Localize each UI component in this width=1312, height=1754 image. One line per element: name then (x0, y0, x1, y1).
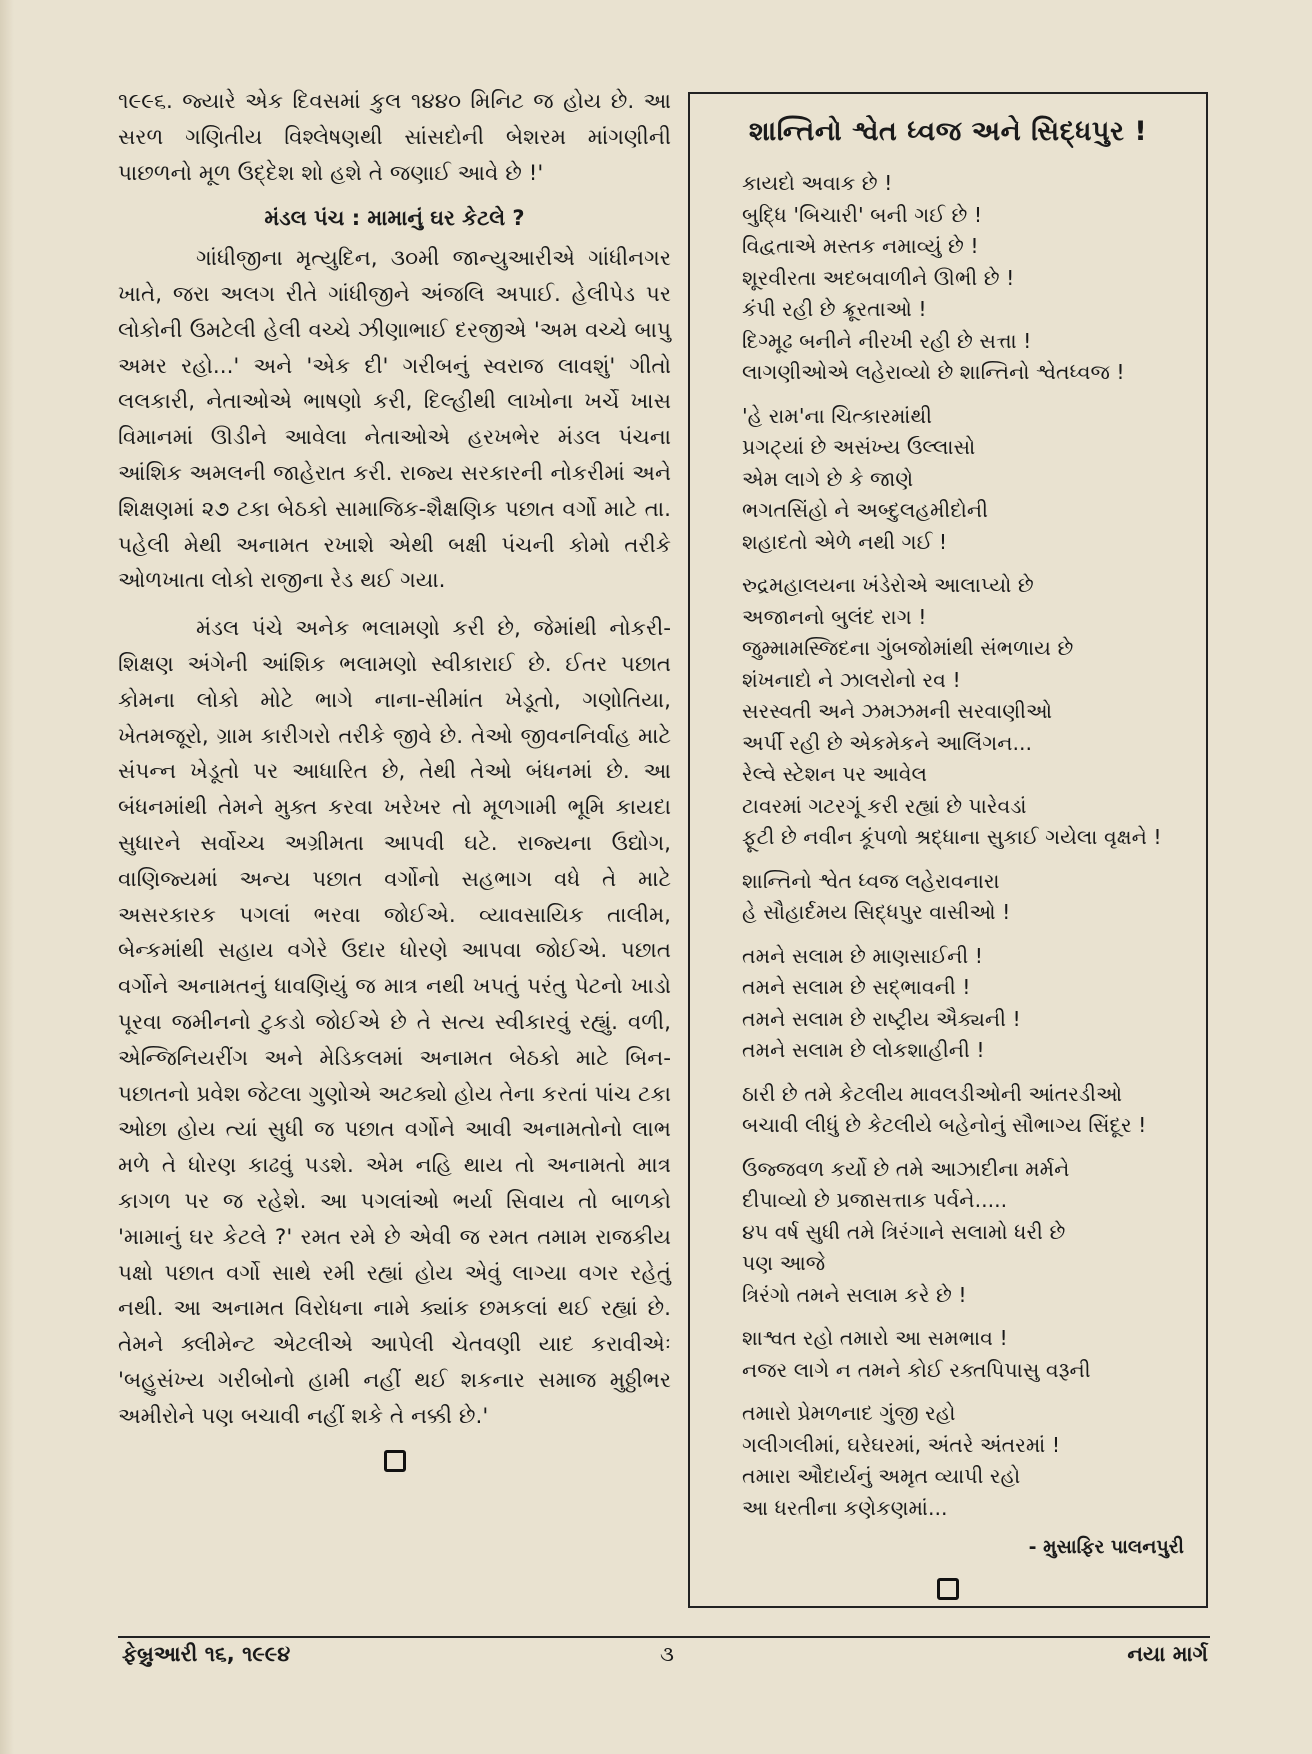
poem-line: લાગણીઓએ લહેરાવ્યો છે શાન્તિનો શ્વેતધ્વજ ! (742, 360, 1125, 384)
poem-line: તમને સલામ છે લોકશાહીની ! (742, 1038, 985, 1062)
poem-line: તમારા ઔદાર્યનું અમૃત વ્યાપી રહો (742, 1464, 1021, 1488)
poem-stanza (742, 1079, 1188, 1142)
poem-stanza (742, 168, 1188, 389)
poem-line: સરસ્વતી અને ઝમઝમની સરવાણીઓ (742, 699, 1053, 723)
footer-date: ફેબ્રુઆરી ૧૬, ૧૯૯૪ (122, 1642, 291, 1666)
poem-line: ૪૫ વર્ષ સુધી તમે ત્રિરંગાને સલામો ધરી છે (742, 1219, 1066, 1244)
footer-rule (118, 1636, 1210, 1638)
end-mark-icon (937, 1578, 959, 1600)
section-heading: મંડલ પંચ : મામાનું ઘર કેટલે ? (264, 206, 525, 231)
left-column (118, 84, 671, 1472)
poem-line: એમ લાગે છે કે જાણે (742, 466, 914, 491)
poem-line: શાન્તિનો શ્વેત ધ્વજ લહેરાવનારા (742, 868, 1000, 893)
poem-line: 'હે રામ'ના ચિત્કારમાંથી (742, 403, 933, 428)
page-edge (0, 0, 14, 1754)
poem-line: પ્રગટ્યાં છે અસંખ્ય ઉલ્લાસો (742, 435, 976, 459)
poem-line: ત્રિરંગો તમને સલામ કરે છે ! (742, 1282, 967, 1307)
poem-stanza (742, 941, 1188, 1067)
poem-title: શાન્તિનો શ્વેત ધ્વજ અને સિદ્ધપુર ! (748, 116, 1148, 147)
poem-line: ફૂટી છે નવીન કૂંપળો શ્રદ્ધાના સુકાઈ ગયેલા વૃક્ષને ! (742, 825, 1162, 849)
poem-author: - મુસાફિર પાલનપુરી (1028, 1536, 1184, 1558)
poem-line: શંખનાદો ને ઝાલરોનો રવ ! (742, 667, 961, 692)
article-paragraph: ૧૯૯૬. જ્યારે એક દિવસમાં કુલ ૧૪૪૦ મિનિટ જ હોય છે. આ સરળ ગણિતીય વિશ્લેષણથી સાંસદોની બેશરમ માંગણીની પાછળનો મૂળ ઉદ્દેશ શો હશે તે જણાઈ આવે છે !' (118, 89, 671, 186)
end-mark-icon (384, 1450, 406, 1472)
page-number: ૩ (660, 1642, 674, 1666)
poem-line: અર્પી રહી છે એકમેકને આલિંગન... (742, 730, 1033, 755)
poem-line: આ ધરતીના કણેકણમાં... (742, 1495, 948, 1520)
publication-name: નયા માર્ગ (1127, 1642, 1208, 1666)
poem-stanza (742, 866, 1188, 929)
poem-line: ટાવરમાં ગટરગૂં કરી રહ્યાં છે પારેવડાં (742, 793, 1027, 818)
article-paragraph: ગાંધીજીના મૃત્યુદિન, ૩૦મી જાન્યુઆરીએ ગાંધીનગર ખાતે, જરા અલગ રીતે ગાંધીજીને અંજલિ અપાઈ. હેલીપેડ પર લોકોની ઉમટેલી હેલી વચ્ચે ઝીણાભાઈ દરજીએ 'અમ વચ્ચે બાપુ અમર રહો...' અને 'એક દી' ગરીબનું સ્વરાજ લાવશું' ગીતો લલકારી, નેતાઓએ ભાષણો કરી, દિલ્હીથી લાખોના ખર્ચે ખાસ વિમાનમાં ઊડીને આવેલા નેતાઓએ હરખભેર મંડલ પંચના આંશિક અમલની જાહેરાત કરી. રાજ્ય સરકારની નોકરીમાં અને શિક્ષણમાં ૨૭ ટકા બેઠકો સામાજિક-શૈક્ષણિક પછાત વર્ગો માટે તા. પહેલી મેથી અનામત રખાશે એથી બક્ષી પંચની કોમો તરીકે ઓળખાતા લોકો રાજીના રેડ થઈ ગયા. (118, 246, 671, 594)
poem-line: કાયદો અવાક છે ! (742, 171, 893, 195)
poem-line: તમને સલામ છે માણસાઈની ! (742, 943, 984, 968)
poem-line: રુદ્રમહાલયના ખંડેરોએ આલાપ્યો છે (742, 573, 1034, 597)
poem-stanza (742, 570, 1188, 854)
poem-line: શૂરવીરતા અદબવાળીને ઊભી છે ! (742, 265, 1015, 290)
poem-stanza (742, 1398, 1188, 1524)
poem-line: પણ આજે (742, 1251, 826, 1275)
poem-body (742, 168, 1188, 1524)
poem-line: દિગ્મૂઢ બનીને નીરખી રહી છે સત્તા ! (742, 328, 1032, 353)
poem-stanza (742, 1154, 1188, 1312)
poem-line: શાશ્વત રહો તમારો આ સમભાવ ! (742, 1326, 1008, 1350)
poem-line: તમારો પ્રેમળનાદ ગુંજી રહો (742, 1401, 956, 1425)
poem-line: નજર લાગે ન તમને કોઈ રક્તપિપાસુ વરૂની (742, 1357, 1091, 1382)
poem-line: દીપાવ્યો છે પ્રજાસત્તાક પર્વને..... (742, 1188, 1008, 1212)
poem-line: અજાનનો બુલંદ રાગ ! (742, 604, 927, 629)
poem-line: ઉજ્જવળ કર્યો છે તમે આઝાદીના મર્મને (742, 1156, 1070, 1181)
article-paragraph: મંડલ પંચે અનેક ભલામણો કરી છે, જેમાંથી નોકરી-શિક્ષણ અંગેની આંશિક ભલામણો સ્વીકારાઈ છે. ઈતર પછાત કોમના લોકો મોટે ભાગે નાના-સીમાંત ખેડૂતો, ગણોતિયા, ખેતમજૂરો, ગ્રામ કારીગરો તરીકે જીવે છે. તેઓ જીવનનિર્વાહ માટે સંપન્ન ખેડૂતો પર આધારિત છે, તેથી તેઓ બંધનમાં છે. આ બંધનમાંથી તેમને મુક્ત કરવા ખરેખર તો મૂળગામી ભૂમિ કાયદા સુધારને સર્વોચ્ચ અગ્રીમતા આપવી ઘટે. રાજ્યના ઉદ્યોગ, વાણિજ્યમાં અન્ય પછાત વર્ગોનો સહભાગ વધે તે માટે અસરકારક પગલાં ભરવા જોઈએ. વ્યાવસાયિક તાલીમ, બેન્કમાંથી સહાય વગેરે ઉદાર ધોરણે આપવા જોઈએ. પછાત વર્ગોને અનામતનું ધાવણિયું જ માત્ર નથી ખપતું પરંતુ પેટનો ખાડો પૂરવા જમીનનો ટુકડો જોઈએ છે તે સત્ય સ્વીકારવું રહ્યું. વળી, એન્જિનિયરીંગ અને મેડિકલમાં અનામત બેઠકો માટે બિન-પછાતનો પ્રવેશ જેટલા ગુણોએ અટક્યો હોય તેના કરતાં પાંચ ટકા ઓછા હોય ત્યાં સુધી જ પછાત વર્ગોને આવી અનામતોનો લાભ મળે તે ધોરણ કાઢવું પડશે. એમ નહિ થાય તો અનામતો માત્ર કાગળ પર જ રહેશે. આ પગલાંઓ ભર્યા સિવાય તો બાળકો 'મામાનું ઘર કેટલે ?' રમત રમે છે એવી જ રમત તમામ રાજકીય પક્ષો પછાત વર્ગો સાથે રમી રહ્યાં હોય એવું લાગ્યા વગર રહેતું નથી. આ અનામત વિરોધના નામે ક્યાંક છમકલાં થઈ રહ્યાં છે. તેમને ક્લીમેન્ટ એટલીએ આપેલી ચેતવણી યાદ કરાવીએઃ 'બહુસંખ્ય ગરીબોનો હામી નહીં થઈ શકનાર સમાજ મુઠ્ઠીભર અમીરોને પણ બચાવી નહીં શકે તે નક્કી છે.' (118, 616, 671, 1429)
poem-line: જુમ્મામસ્જિદના ગુંબજોમાંથી સંભળાય છે (742, 636, 1074, 660)
poem-box (688, 92, 1208, 1608)
poem-line: વિદ્વતાએ મસ્તક નમાવ્યું છે ! (742, 234, 979, 258)
poem-line: રેલ્વે સ્ટેશન પર આવેલ (742, 762, 927, 786)
poem-line: ભગતસિંહો ને અબ્દુલહમીદોની (742, 498, 988, 522)
poem-line: કંપી રહી છે ક્રૂરતાઓ ! (742, 297, 927, 321)
poem-line: ગલીગલીમાં, ઘરેઘરમાં, અંતરે અંતરમાં ! (742, 1432, 1061, 1457)
poem-line: હે સૌહાર્દમય સિદ્ધપુર વાસીઓ ! (742, 900, 1011, 924)
poem-line: ઠારી છે તમે કેટલીય માવલડીઓની આંતરડીઓ (742, 1081, 1123, 1106)
poem-stanza (742, 1323, 1188, 1386)
poem-line: તમને સલામ છે રાષ્ટ્રીય ઐક્યની ! (742, 1006, 1021, 1031)
poem-line: બુદ્ધિ 'બિચારી' બની ગઈ છે ! (742, 202, 983, 227)
poem-stanza (742, 401, 1188, 559)
poem-line: શહાદતો એળે નથી ગઈ ! (742, 529, 948, 554)
poem-line: તમને સલામ છે સદ્ભાવની ! (742, 975, 971, 999)
poem-line: બચાવી લીધું છે કેટલીયે બહેનોનું સૌભાગ્ય સિંદૂર ! (742, 1113, 1147, 1137)
